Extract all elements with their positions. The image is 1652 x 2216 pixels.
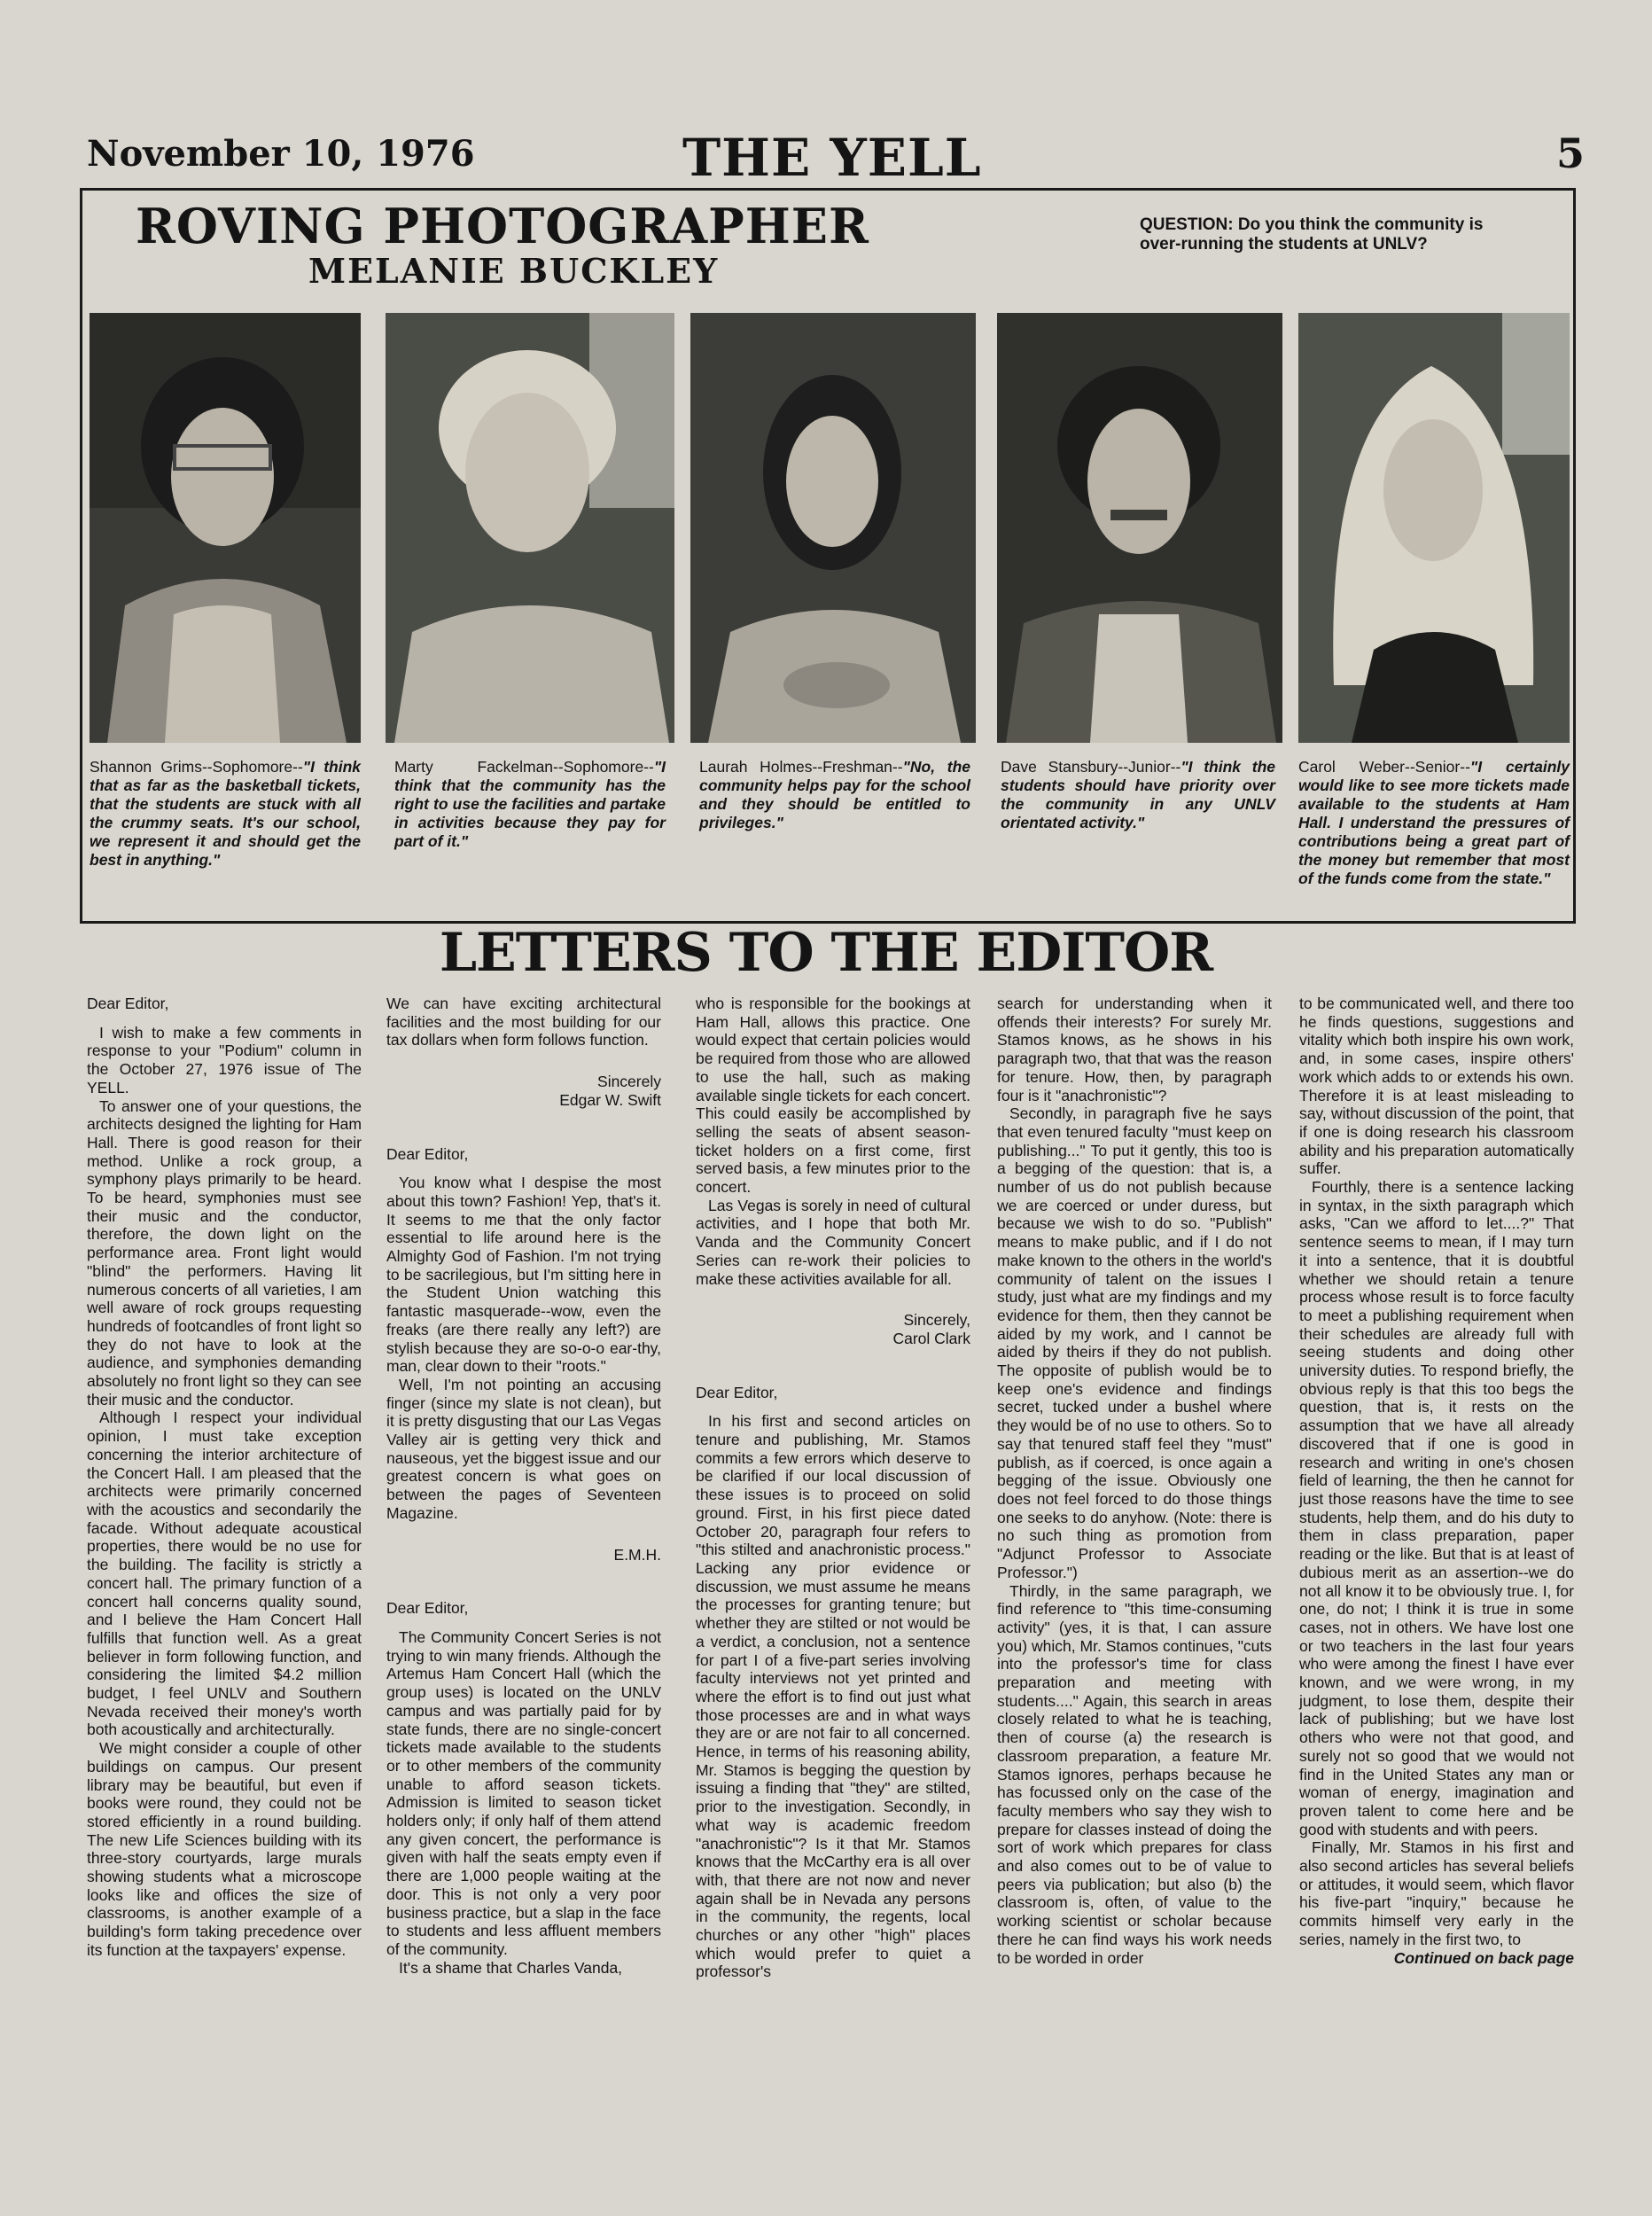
letter-paragraph: Fourthly, there is a sentence lacking in syntax, in the sixth paragraph which asks, "Can we afford to let....?" That sentence seems to mean, if I may turn it into a sentence, that it is doubtful whether we should retain a tenure process whose result is to force faculty to meet a publishing requirement when their schedules are already full with seeing students and doing other university duties. To respond briefly, the obvious reply is that this too begs the question, that is, it rests on the assumption that we have all already discovered that if one is good in research and writing in one's chosen field of learning, the then he cannot for just those reasons have the time to see students, help them, and do his duty to them in class preparation, paper reading or the like. But that is at least of dubious merit as an assertion--we do not all know it to be obviously true. I, for one, do not; I think it is true in some cases, not in others. We have lost one or two teachers in the last four years who were among the finest I have ever known, and we were wrong, in my judgment, to lose them, despite their lack of publishing; but we have lost others who were not that good, and surely not so good that we would not find in the United States any man or woman of energy, imagination and proven talent to come here and be good with students and with peers.	[1299, 1178, 1574, 1838]
person-name: Marty Fackelman--Sophomore--	[394, 758, 654, 776]
portrait-icon	[997, 313, 1282, 743]
letters-column-3	[696, 995, 970, 1981]
photo-dave-stansbury	[997, 313, 1282, 743]
letter-paragraph: Well, I'm not pointing an accusing finger (since my slate is not clean), but it is pretty disgusting that our Las Vegas Valley air is getting very thick and nauseous, yet the biggest issue and our greatest concern is what goes on between the pages of Seventeen Magazine.	[386, 1375, 661, 1522]
photo-carol-weber	[1298, 313, 1570, 743]
portrait-icon	[1298, 313, 1570, 743]
letter-paragraph: to be communicated well, and there too he finds questions, suggestions and vitality which both inspire his own work, and, in some cases, inspire others' work which adds to or extends his own. Therefore it is at least misleading to say, without discussion of the point, that if one is doing research his classroom ability and his preparation automatically suffer.	[1299, 995, 1574, 1178]
issue-date: November 10, 1976	[87, 133, 475, 175]
continued-note: Continued on back page	[1393, 1948, 1574, 1967]
page-number: 5	[1555, 129, 1585, 177]
signature: Carol Clark	[892, 1329, 970, 1347]
letter-paragraph: Secondly, in paragraph five he says that even tenured faculty "must keep on publishing..." To put it gently, this too is a begging of the question: that is, a number of us do not publish because we are coerced or under duress, but because we wish to do so. "Publish" means to make public, and if I do not make known to the others in the world's community of talent on the issues I study, just what are my findings and my evidence for them, then they cannot be aided by my work, and I cannot be aided by theirs if they do not publish. The opposite of publish would be to keep one's evidence and findings secret, tucked under a bushel where they would be of no use to others. So to say that tenured staff feel they "must" publish, as if coerced, is once again a begging of the issue. Obviously one does not feel forced to do those things one seeks to do anyhow. (Note: there is no such thing as promotion from "Adjunct Professor to Associate Professor.")	[997, 1104, 1272, 1581]
portrait-icon	[386, 313, 674, 743]
letters-column-1	[87, 995, 362, 1960]
roving-photographer-section	[80, 188, 1576, 924]
caption-carol-weber	[1298, 758, 1570, 888]
photo-shannon-grims	[90, 313, 361, 743]
letter-paragraph: Finally, Mr. Stamos in his first and also second articles has several beliefs or attitudes, it would seem, which flavor his five-part "inquiry," because he commits himself very early in the series, namely in the first two, to	[1299, 1838, 1574, 1948]
letter-paragraph: It's a shame that Charles Vanda,	[399, 1958, 623, 1977]
letter-paragraph: We can have exciting architectural facilities and the most building for our tax dollars when form follows function.	[386, 995, 661, 1049]
signature: E.M.H.	[613, 1545, 661, 1564]
letter-paragraph: Thirdly, in the same paragraph, we find reference to "this time-consuming activity" (yes, it is that, I can assure you) which, Mr. Stamos continues, "cuts into the professor's time for class preparation and meeting with students...." Again, this search in areas closely related to what he is teaching, then of course (a) the research is classroom preparation, a feature Mr. Stamos ignores, perhaps because he has focussed only on the case of the faculty members who say they wish to prepare for classes instead of doing the sort of work which prepares for class and also comes out to be of value to peers via publication; but also (b) the classroom is, often, of value to the working scientist or scholar because there he can find ways his work needs to be worded in order	[997, 1581, 1272, 1967]
person-quote: "I think the students should have priority over the community in any UNLV orientated activity."	[1001, 758, 1275, 831]
person-quote: "No, the community helps pay for the school and they should be entitled to privileges."	[699, 758, 970, 831]
letters-column-5	[1299, 995, 1574, 1967]
letter-paragraph: I wish to make a few comments in response to your "Podium" column in the October 27, 1976 issue of The YELL.	[87, 1023, 362, 1096]
person-quote: "I certainly would like to see more tickets made available to the students at Ham Hall. I understand the pressures of contributions being a great part of the money but remember that most of the funds come from the state."	[1298, 758, 1570, 887]
closing: Sincerely	[597, 1073, 661, 1091]
caption-dave-stansbury	[1001, 758, 1275, 832]
person-name: Carol Weber--Senior--	[1298, 758, 1470, 776]
portrait-icon	[90, 313, 361, 743]
letters-column-2	[386, 995, 661, 1977]
caption-laurah-holmes	[699, 758, 970, 832]
letter-paragraph: who is responsible for the bookings at Ham Hall, allows this practice. One would expect that certain policies would be required from those who are allowed to use the hall, such as making available single tickets for each concert. This could easily be accomplished by selling the seats of absent season-ticket holders on a first come, first served basis, a few minutes prior to the concert.	[696, 995, 970, 1197]
letter-paragraph: Although I respect your individual opinion, I must take exception concerning the interior architecture of the Concert Hall. I am pleased that the architects were primarily concerned with the acoustics and secondarily the facade. Without adequate acoustical properties, there would be no use for the building. The facility is strictly a concert hall. The primary function of a concert hall concerns quality sound, and I believe the Ham Concert Hall fulfills that function well. As a great believer in form following function, and considering the limited $4.2 million budget, I feel UNLV and Southern Nevada received their money's worth both acoustically and architecturally.	[87, 1408, 362, 1739]
question: QUESTION: Do you think the community is over-running the students at UNLV?	[1140, 215, 1484, 254]
person-quote: "I think that the community has the right to use the facilities and partake in activities because they pay for part of it."	[394, 758, 666, 850]
caption-shannon-grims	[90, 758, 361, 870]
photo-marty-fackelman	[386, 313, 674, 743]
newspaper-name: THE YELL	[682, 128, 982, 188]
closing: Sincerely,	[903, 1311, 970, 1330]
letter-paragraph: Las Vegas is sorely in need of cultural activities, and I hope that both Mr. Vanda and the Community Concert Series can re-work their policies to make these activities available for all.	[696, 1196, 970, 1288]
masthead	[87, 128, 1585, 188]
byline: MELANIE BUCKLEY	[308, 251, 720, 291]
person-name: Laurah Holmes--Freshman--	[699, 758, 903, 776]
caption-marty-fackelman	[394, 758, 666, 851]
person-name: Dave Stansbury--Junior--	[1001, 758, 1181, 776]
salutation: Dear Editor,	[696, 1383, 778, 1401]
person-name: Shannon Grims--Sophomore--	[90, 758, 303, 776]
letter-paragraph: You know what I despise the most about this town? Fashion! Yep, that's it. It seems to me that the only factor essential to life around here is the Almighty God of Fashion. I'm not trying to be sacrilegious, but I'm sitting here in the Student Union watching this fantastic masquerade--wow, even the freaks (are there really any left?) are stylish because they are so-o-o ear-thy, man, clear down to their "roots."	[386, 1174, 661, 1376]
salutation: Dear Editor,	[87, 995, 169, 1012]
salutation: Dear Editor,	[386, 1144, 469, 1163]
letter-paragraph: We might consider a couple of other buildings on campus. Our present library may be beautiful, but even if books were round, they could not be stored efficiently in a round building. The new Life Sciences building with its three-story courtyards, large murals showing students what a microscope looks like and offices the size of classrooms, is another example of a building's form taking precedence over its function at the taxpayers' expense.	[87, 1739, 362, 1959]
letter-paragraph: To answer one of your questions, the architects designed the lighting for Ham Hall. There is good reason for their method. Unlike a rock group, a symphony plays primarily to be heard. To be heard, symphonies must see their music and the conductor, therefore, the down light on the performance area. Front light would "blind" the performers. Having lit numerous concerts of all varieties, I am well aware of rock groups requesting hundreds of footcandles of front light so they do not have to look at the audience, and symphonies demanding absolutely no front light so they can see their music and the conductor.	[87, 1096, 362, 1408]
letter-paragraph: In his first and second articles on tenure and publishing, Mr. Stamos commits a few errors which deserve to be clarified if our local discussion of these issues is to proceed on solid ground. First, in his first piece dated October 20, paragraph four refers to "this stilted and anachronistic process." Lacking any prior evidence or discussion, we must assume he means the processes for granting tenure; but whether they are stilted or not would be a verdict, a conclusion, not a sentence for part I of a five-part series involving faculty interviews not yet printed and where the effort is to find out just what those processes are and in what ways they are or are not fair to all concerned. Hence, in terms of his reasoning ability, Mr. Stamos is begging the question by issuing a finding that "they" are stilted, prior to the investigation. Secondly, in what way is academic freedom "anachronistic"? Is it that Mr. Stamos knows that the McCarthy era is all over with, that there are not now and never again shall be in Nevada any persons in the community, the regents, local churches or any other "high" places which would prefer to quiet a professor's	[696, 1412, 970, 1981]
letter-paragraph: The Community Concert Series is not trying to win many friends. Although the Artemus Ham Concert Hall (which the group uses) is located on the UNLV campus and was partially paid for by state funds, there are no single-concert tickets made available to the students or to other members of the community unable to afford season tickets. Admission is limited to season ticket holders only; if only half of them attend any given concert, the performance is given with half the seats empty even if there are 1,000 people waiting at the door. This is not only a very poor business practice, but a slap in the face to students and less affluent members of the community.	[386, 1627, 661, 1958]
section-title: ROVING PHOTOGRAPHER	[136, 198, 869, 254]
signature: Edgar W. Swift	[559, 1090, 661, 1109]
person-quote: "I think that as far as the basketball tickets, that the students are stuck with all the crummy seats. It's our school, we represent it and should get the best in anything."	[90, 758, 362, 869]
salutation: Dear Editor,	[386, 1599, 469, 1618]
letters-column-4	[997, 995, 1272, 1967]
letter-paragraph: search for understanding when it offends their interests? For surely Mr. Stamos knows, as he shows in his paragraph two, that that was the reason for tenure. How, then, by paragraph four is it "anachronistic"?	[997, 995, 1272, 1104]
letters-heading: LETTERS TO THE EDITOR	[439, 922, 1213, 984]
photo-laurah-holmes	[690, 313, 976, 743]
portrait-icon	[690, 313, 976, 743]
